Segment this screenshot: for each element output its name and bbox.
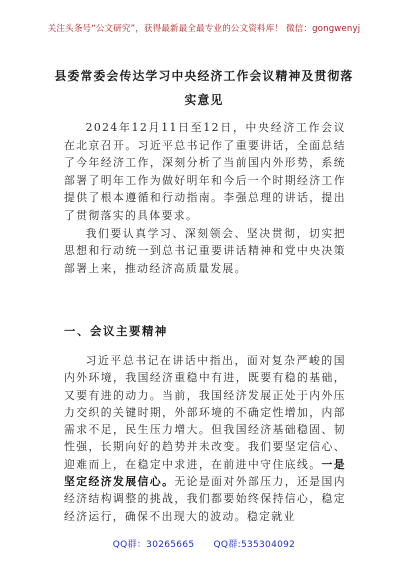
footer-qq-group-2: QQ群:535304092 xyxy=(213,540,296,550)
intro-paragraph-1: 2024年12月11日至12日，中央经济工作会议在北京召开。习近平总书记作了重要讲话，全面总结了今年经济工作，深刻分析了当前国内外形势，系统部署了明年工作为做好明年和今后一个时期经济工作提供了根本遵循和行动指南。李强总理的讲话，提出了贯彻落实的具体要求。 xyxy=(64,121,346,222)
header-promo-note: 关注头条号“公文研究”，获得最新最全最专业的公文资料库！ 微信：gongwenyj xyxy=(47,24,361,34)
section-1-paragraph xyxy=(64,352,346,525)
section-1-bold-point: 一是坚定经济发展信心。 xyxy=(64,457,346,489)
intro-section xyxy=(64,119,346,277)
document-title: 县委常委会传达学习中央经济工作会议精神及贯彻落实意见 xyxy=(54,69,354,107)
section-1-body xyxy=(64,352,346,525)
section-heading-1: 一、会议主要精神 xyxy=(64,324,168,338)
footer-contacts xyxy=(0,537,408,550)
footer-qq-group-1: QQ群：30265665 xyxy=(112,540,195,550)
section-1-text-continued: 无论是面对外部压力，还是国内经济结构调整的挑战，我们都要始终保持信心，稳定经济运行，确保不出现大的波动。稳定就业 xyxy=(64,475,346,523)
section-1-text: 习近平总书记在讲话中指出，面对复杂严峻的国内外环境，我国经济重稳中有进，既要有稳的基础，又要有进的动力。当前，我国经济发展正处于内外压力交织的关键时期，外部环境的不确定性增加，内部需求不足，民生压力增大。但我国经济基础稳固、韧性强，长期向好的趋势并未改变。我们要坚定信心、迎难而上，在稳定中求进，在前进中守住底线。 xyxy=(64,354,346,471)
intro-paragraph-2: 我们要认真学习、深刻领会、坚决贯彻，切实把思想和行动统一到总书记重要讲话精神和党中央决策部署上来，推动经济高质量发展。 xyxy=(64,226,346,275)
